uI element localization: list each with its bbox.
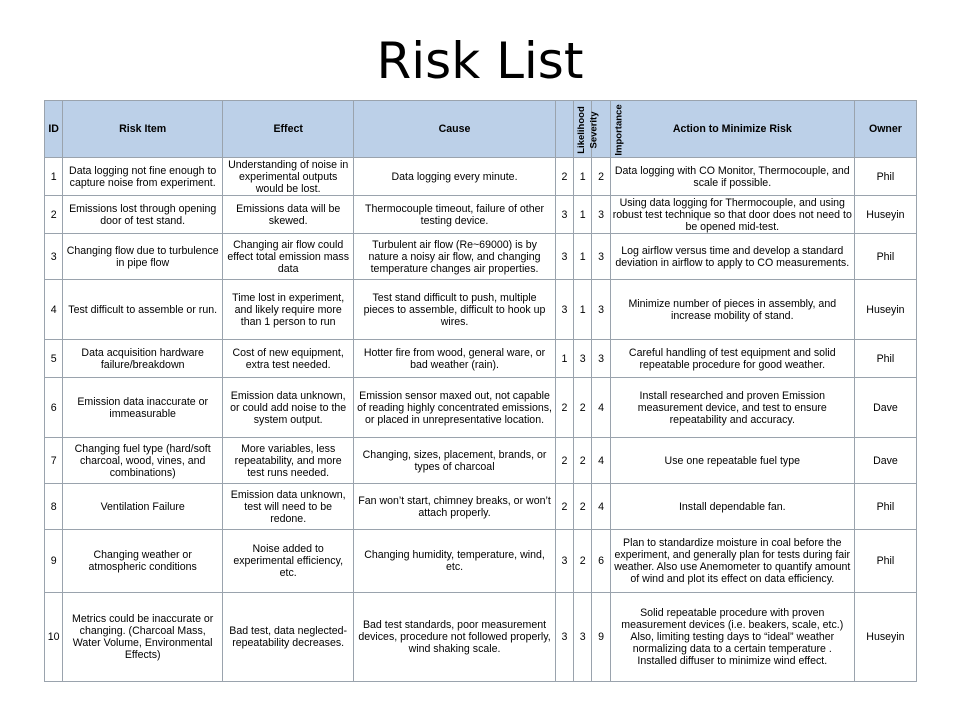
- cell-likelihood: 2: [555, 378, 573, 438]
- cell-owner: Phil: [854, 158, 916, 196]
- cell-action: Data logging with CO Monitor, Thermocouple, and scale if possible.: [610, 158, 854, 196]
- header-importance: Importance: [592, 101, 610, 158]
- cell-cause: Turbulent air flow (Re~69000) is by nature a noisy air flow, and changing temperature changes air properties.: [354, 234, 555, 280]
- cell-cause: Changing, sizes, placement, brands, or types of charcoal: [354, 438, 555, 484]
- cell-likelihood: 2: [555, 484, 573, 530]
- cell-id: 9: [45, 530, 63, 593]
- cell-likelihood: 3: [555, 593, 573, 682]
- table-header-row: [45, 101, 917, 158]
- cell-owner: Phil: [854, 340, 916, 378]
- cell-effect: Changing air flow could effect total emission mass data: [223, 234, 354, 280]
- cell-importance: 3: [592, 234, 610, 280]
- cell-effect: Emissions data will be skewed.: [223, 196, 354, 234]
- cell-risk-item: Changing fuel type (hard/soft charcoal, wood, vines, and combinations): [63, 438, 223, 484]
- cell-importance: 3: [592, 280, 610, 340]
- cell-action: Install researched and proven Emission measurement device, and test to ensure repeatability and accuracy.: [610, 378, 854, 438]
- cell-risk-item: Metrics could be inaccurate or changing. (Charcoal Mass, Water Volume, Environmental Effects): [63, 593, 223, 682]
- cell-likelihood: 2: [555, 438, 573, 484]
- table-row: [45, 234, 917, 280]
- cell-importance: 4: [592, 484, 610, 530]
- cell-action: Using data logging for Thermocouple, and using robust test technique so that door does not need to be opened mid-test.: [610, 196, 854, 234]
- cell-severity: 2: [574, 530, 592, 593]
- cell-owner: Huseyin: [854, 593, 916, 682]
- header-owner: Owner: [854, 101, 916, 158]
- cell-id: 4: [45, 280, 63, 340]
- cell-cause: Thermocouple timeout, failure of other testing device.: [354, 196, 555, 234]
- cell-action: Solid repeatable procedure with proven measurement devices (i.e. beakers, scale, etc.) Also, limiting testing days to “ideal” weather normalizing data to a certain temperature . Installed diffuser to minimize wind effect.: [610, 593, 854, 682]
- header-cause: Cause: [354, 101, 555, 158]
- cell-importance: 4: [592, 438, 610, 484]
- table-row: [45, 280, 917, 340]
- cell-effect: Cost of new equipment, extra test needed.: [223, 340, 354, 378]
- table-row: [45, 196, 917, 234]
- cell-id: 5: [45, 340, 63, 378]
- cell-risk-item: Data acquisition hardware failure/breakdown: [63, 340, 223, 378]
- cell-cause: Data logging every minute.: [354, 158, 555, 196]
- cell-id: 7: [45, 438, 63, 484]
- cell-risk-item: Ventilation Failure: [63, 484, 223, 530]
- header-action: Action to Minimize Risk: [610, 101, 854, 158]
- cell-id: 6: [45, 378, 63, 438]
- cell-severity: 2: [574, 484, 592, 530]
- cell-severity: 1: [574, 196, 592, 234]
- slide-title: Risk List: [376, 32, 584, 90]
- cell-effect: Noise added to experimental efficiency, etc.: [223, 530, 354, 593]
- cell-risk-item: Changing flow due to turbulence in pipe flow: [63, 234, 223, 280]
- cell-importance: 3: [592, 196, 610, 234]
- cell-action: Log airflow versus time and develop a standard deviation in airflow to apply to CO measurements.: [610, 234, 854, 280]
- cell-action: Install dependable fan.: [610, 484, 854, 530]
- header-risk-item: Risk Item: [63, 101, 223, 158]
- cell-severity: 1: [574, 234, 592, 280]
- cell-likelihood: 2: [555, 158, 573, 196]
- cell-owner: Huseyin: [854, 280, 916, 340]
- cell-risk-item: Test difficult to assemble or run.: [63, 280, 223, 340]
- cell-severity: 2: [574, 438, 592, 484]
- table-row: [45, 378, 917, 438]
- cell-severity: 2: [574, 378, 592, 438]
- header-effect: Effect: [223, 101, 354, 158]
- cell-importance: 9: [592, 593, 610, 682]
- cell-owner: Huseyin: [854, 196, 916, 234]
- cell-effect: Emission data unknown, or could add noise to the system output.: [223, 378, 354, 438]
- header-severity: Severity: [574, 101, 592, 158]
- header-likelihood: Likelihood: [555, 101, 573, 158]
- cell-importance: 6: [592, 530, 610, 593]
- cell-likelihood: 3: [555, 280, 573, 340]
- cell-cause: Emission sensor maxed out, not capable of reading highly concentrated emissions, or placed in unrepresentative location.: [354, 378, 555, 438]
- cell-severity: 3: [574, 593, 592, 682]
- table-row: [45, 484, 917, 530]
- cell-owner: Dave: [854, 378, 916, 438]
- cell-risk-item: Emission data inaccurate or immeasurable: [63, 378, 223, 438]
- cell-owner: Dave: [854, 438, 916, 484]
- cell-importance: 3: [592, 340, 610, 378]
- table-row: [45, 340, 917, 378]
- cell-severity: 1: [574, 280, 592, 340]
- cell-effect: Time lost in experiment, and likely require more than 1 person to run: [223, 280, 354, 340]
- cell-likelihood: 3: [555, 530, 573, 593]
- table-row: [45, 530, 917, 593]
- cell-importance: 2: [592, 158, 610, 196]
- cell-owner: Phil: [854, 234, 916, 280]
- cell-likelihood: 3: [555, 234, 573, 280]
- cell-id: 10: [45, 593, 63, 682]
- table-body: [45, 158, 917, 682]
- header-id: ID: [45, 101, 63, 158]
- cell-cause: Fan won’t start, chimney breaks, or won’t attach properly.: [354, 484, 555, 530]
- cell-id: 1: [45, 158, 63, 196]
- cell-owner: Phil: [854, 530, 916, 593]
- table-row: [45, 438, 917, 484]
- cell-cause: Test stand difficult to push, multiple pieces to assemble, difficult to hook up wires.: [354, 280, 555, 340]
- cell-effect: Bad test, data neglected- repeatability decreases.: [223, 593, 354, 682]
- cell-severity: 1: [574, 158, 592, 196]
- cell-effect: More variables, less repeatability, and more test runs needed.: [223, 438, 354, 484]
- cell-cause: Changing humidity, temperature, wind, etc.: [354, 530, 555, 593]
- cell-effect: Emission data unknown, test will need to be redone.: [223, 484, 354, 530]
- table-row: [45, 158, 917, 196]
- table-row: [45, 593, 917, 682]
- cell-risk-item: Data logging not fine enough to capture noise from experiment.: [63, 158, 223, 196]
- risk-table: [44, 100, 917, 682]
- cell-cause: Bad test standards, poor measurement devices, procedure not followed properly, wind shaking scale.: [354, 593, 555, 682]
- cell-risk-item: Emissions lost through opening door of test stand.: [63, 196, 223, 234]
- cell-action: Use one repeatable fuel type: [610, 438, 854, 484]
- cell-importance: 4: [592, 378, 610, 438]
- cell-likelihood: 3: [555, 196, 573, 234]
- cell-action: Plan to standardize moisture in coal before the experiment, and generally plan for tests during fair weather. Also use Anemometer to quantify amount of wind and plot its effect on data efficiency.: [610, 530, 854, 593]
- cell-action: Minimize number of pieces in assembly, and increase mobility of stand.: [610, 280, 854, 340]
- cell-effect: Understanding of noise in experimental outputs would be lost.: [223, 158, 354, 196]
- cell-cause: Hotter fire from wood, general ware, or bad weather (rain).: [354, 340, 555, 378]
- cell-id: 3: [45, 234, 63, 280]
- cell-owner: Phil: [854, 484, 916, 530]
- cell-id: 2: [45, 196, 63, 234]
- cell-risk-item: Changing weather or atmospheric conditions: [63, 530, 223, 593]
- cell-id: 8: [45, 484, 63, 530]
- cell-action: Careful handling of test equipment and solid repeatable procedure for good weather.: [610, 340, 854, 378]
- cell-likelihood: 1: [555, 340, 573, 378]
- cell-severity: 3: [574, 340, 592, 378]
